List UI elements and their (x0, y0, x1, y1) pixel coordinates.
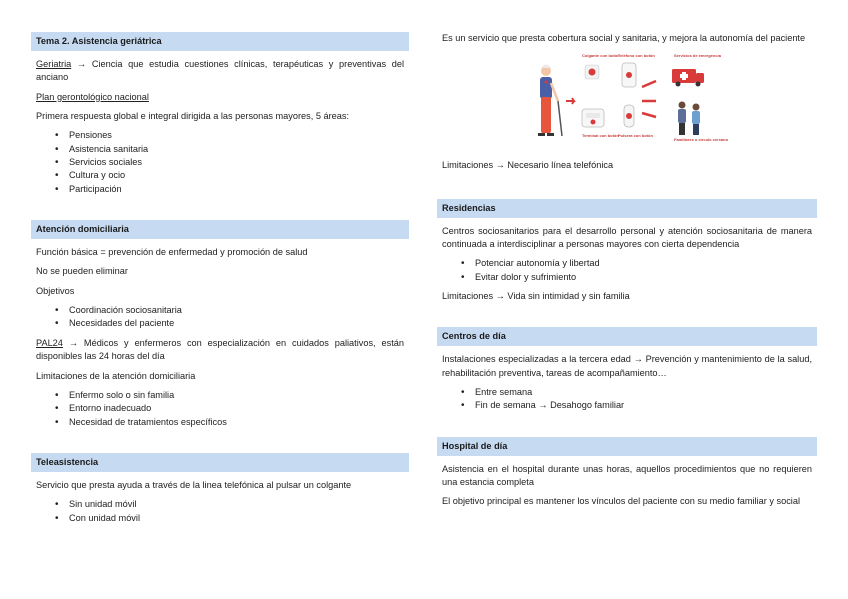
list-item: • Sin unidad móvil (69, 498, 409, 511)
areas-list (31, 129, 409, 196)
list-item: • Necesidades del paciente (69, 317, 409, 330)
arrow-icon (642, 113, 656, 117)
spacer (437, 179, 817, 199)
svg-text:Terminal con botón: Terminal con botón (582, 133, 619, 139)
section-header-residencias: Residencias (437, 199, 817, 218)
svg-text:Familiares o círculo cercano: Familiares o círculo cercano (674, 137, 729, 143)
geriatria-definition: → Ciencia que estudia cuestiones clínicas, terapéuticas y preventivas del anciano (36, 59, 404, 83)
svg-text:Pulsera con botón: Pulsera con botón (618, 133, 653, 139)
plan-title: Plan gerontológico nacional (36, 91, 149, 102)
plan-title-paragraph (31, 91, 409, 104)
family-icon (674, 102, 729, 143)
right-column (437, 32, 817, 515)
list-item: • Coordinación sociosanitaria (69, 304, 409, 317)
terminal-icon (582, 109, 619, 138)
hospital-description: Asistencia en el hospital durante unas horas, aquellos procedimientos que no requieren una estancia completa (442, 463, 812, 488)
residencias-list (437, 257, 817, 284)
arrow-icon (566, 98, 574, 104)
teleasistencia-diagram (532, 53, 729, 153)
limitaciones-label: Limitaciones de la atención domiciliaria (36, 370, 196, 381)
section-header-atencion-domiciliaria: Atención domiciliaria (31, 220, 409, 239)
list-item: • Fin de semana → Desahogo familiar (475, 399, 817, 412)
pendant-icon (582, 53, 620, 79)
spacer (31, 202, 409, 220)
spacer (31, 435, 409, 453)
no-eliminar: No se pueden eliminar (36, 266, 128, 277)
hospital-objetivo: El objetivo principal es mantener los vínculos del paciente con su medio familiar y social (442, 496, 800, 507)
pal24-paragraph (31, 337, 409, 364)
section-header-centros-de-dia: Centros de día (437, 327, 817, 346)
teleasistencia-intro: Es un servicio que presta cobertura social y sanitaria, y mejora la autonomía del paciente (442, 33, 806, 43)
phone-icon (618, 53, 655, 87)
geriatria-paragraph (31, 58, 409, 85)
left-column (31, 32, 409, 531)
list-item: • Necesidad de tratamientos específicos (69, 416, 409, 429)
list-item: • Potenciar autonomía y libertad (475, 257, 817, 270)
section-header-hospital-de-dia: Hospital de día (437, 437, 817, 456)
limitaciones-list (31, 389, 409, 429)
section-header-asistencia-geriatrica: Tema 2. Asistencia geriátrica (31, 32, 409, 51)
teleasistencia-limitaciones: Limitaciones → Necesario línea telefónica (442, 160, 614, 171)
spacer (437, 419, 817, 437)
list-item: • Con unidad móvil (69, 512, 409, 525)
elderly-person-icon (538, 65, 562, 137)
pal24-definition: → Médicos y enfermeros con especialización en cuidados paliativos, están disponibles las 24 horas del día (36, 337, 404, 362)
plan-intro: Primera respuesta global e integral dirigida a las personas mayores, 5 áreas: (36, 111, 350, 122)
list-item: • Enfermo solo o sin familia (69, 389, 409, 402)
centros-list (437, 386, 817, 413)
objetivos-list (31, 304, 409, 331)
list-item: • Servicios sociales (69, 156, 409, 169)
list-item: • Participación (69, 183, 409, 196)
svg-text:Servicios de emergencia: Servicios de emergencia (674, 53, 721, 59)
residencias-description: Centros sociosanitarios para el desarrollo personal y atención sociosanitaria de manera continuada a interdisciplinar a personas mayores con cierta dependencia (442, 225, 812, 250)
list-item: • Entorno inadecuado (69, 402, 409, 415)
list-item: • Entre semana (475, 386, 817, 399)
list-item: • Asistencia sanitaria (69, 143, 409, 156)
objetivos-label: Objetivos (36, 285, 75, 296)
list-item: • Evitar dolor y sufrimiento (475, 271, 817, 284)
spacer (437, 309, 817, 327)
list-item: • Cultura y ocio (69, 169, 409, 182)
teleasistencia-description: Servicio que presta ayuda a través de la linea telefónica al pulsar un colgante (36, 479, 352, 490)
centros-description: Instalaciones especializadas a la tercera edad → Prevención y mantenimiento de la salud, rehabilitación preventiva, tareas de acompañamiento… (442, 354, 812, 378)
pal24-term: PAL24 (36, 337, 63, 348)
ambulance-icon (672, 53, 722, 87)
svg-text:Teléfono con botón: Teléfono con botón (618, 53, 655, 59)
bracelet-icon (618, 105, 653, 138)
svg-text:Colgante con botón: Colgante con botón (582, 53, 620, 59)
teleasistencia-illustration (437, 53, 817, 153)
geriatria-term: Geriatria (36, 59, 72, 69)
residencias-limitaciones: Limitaciones → Vida sin intimidad y sin familia (442, 291, 630, 302)
funcion-basica: Función básica = prevención de enfermedad y promoción de salud (36, 247, 308, 258)
teleasistencia-list (31, 498, 409, 525)
section-header-teleasistencia: Teleasistencia (31, 453, 409, 472)
arrow-icon (642, 81, 656, 87)
list-item: • Pensiones (69, 129, 409, 142)
